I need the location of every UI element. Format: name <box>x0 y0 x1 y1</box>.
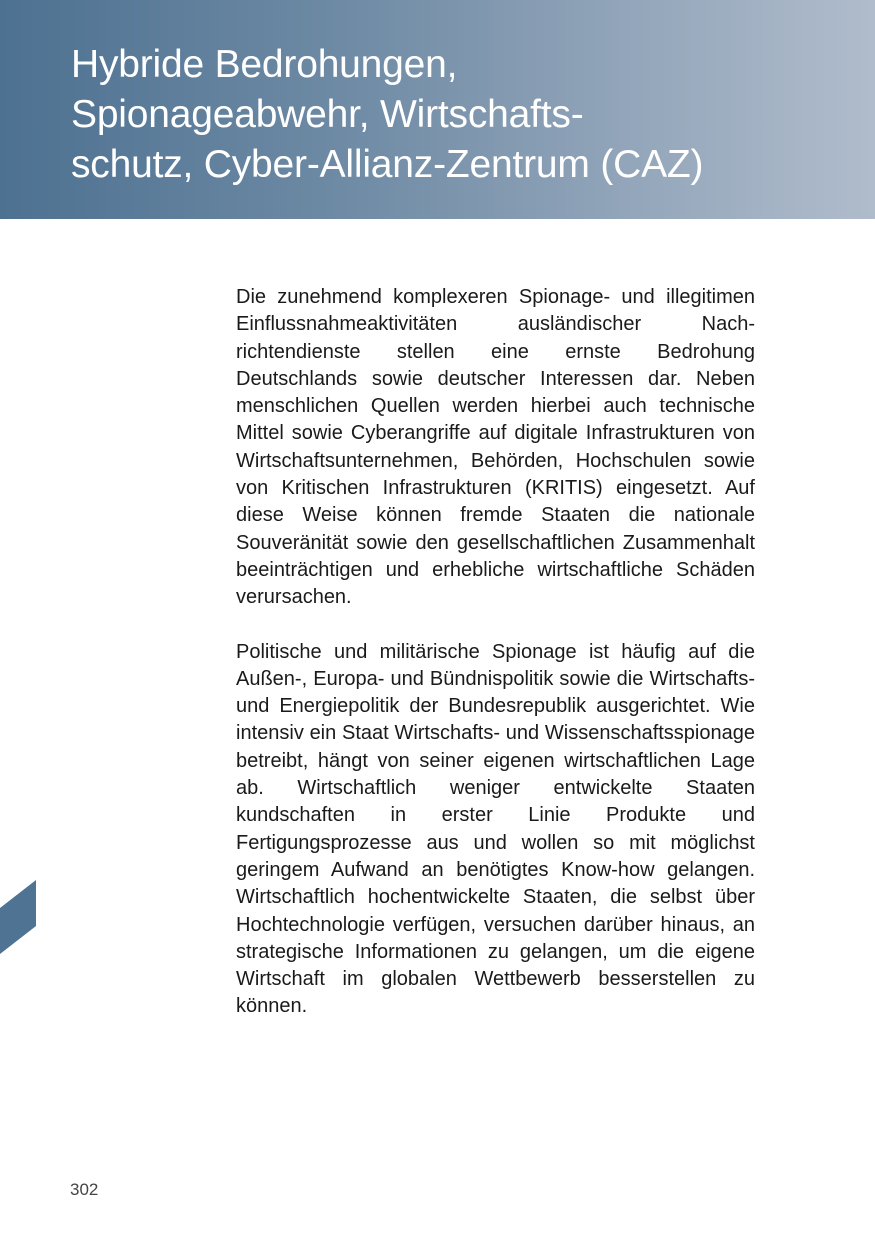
side-marker-shape <box>0 880 36 954</box>
chapter-title <box>71 40 831 190</box>
paragraph-2: Politische und militärische Spionage ist häufig auf die Außen-, Europa- und Bündnispolitik sowie die Wirtschafts- und Energiepolitik der Bundesrepublik ausgerichtet. Wie intensiv ein Staat Wirtschafts- und Wissenschaftsspionage betreibt, hängt von seiner eigenen wirtschaftlichen Lage ab. Wirtschaftlich weniger entwickelte Staaten kundschaften in erster Linie Produkte und Fertigungsprozesse aus und wollen so mit möglichst geringem Aufwand an benötigtes Know-how gelangen. Wirtschaftlich hochentwickelte Staaten, die selbst über Hochtechnologie verfügen, versuchen darüber hinaus, an strategische Informationen zu gelangen, um die eigene Wirtschaft im globalen Wettbewerb besserstellen zu können. <box>236 640 755 1018</box>
chapter-title-line-2: Spionageabwehr, Wirtschafts- <box>71 93 584 136</box>
chapter-title-line-1: Hybride Bedrohungen, <box>71 43 458 86</box>
chapter-title-line-3: schutz, Cyber-Allianz-Zentrum (CAZ) <box>71 143 704 186</box>
page-number: 302 <box>70 1180 99 1199</box>
body-text <box>236 284 755 1048</box>
paragraph-1: Die zunehmend komplexeren Spionage- und illegitimen Einflussnahmeaktivitäten ausländischer Nachrichtendienste stellen eine ernste Bedrohung Deutschlands sowie deutscher Interessen dar. Neben menschlichen Quellen werden hierbei auch technische Mittel sowie Cyberangriffe auf digitale Infrastrukturen von Wirtschaftsunternehmen, Behörden, Hochschulen sowie von Kritischen Infrastrukturen (KRITIS) eingesetzt. Auf diese Weise können fremde Staaten die nationale Souveränität sowie den gesellschaftlichen Zusammenhalt beeinträchtigen und erhebliche wirtschaftliche Schäden verursachen. <box>236 286 755 609</box>
